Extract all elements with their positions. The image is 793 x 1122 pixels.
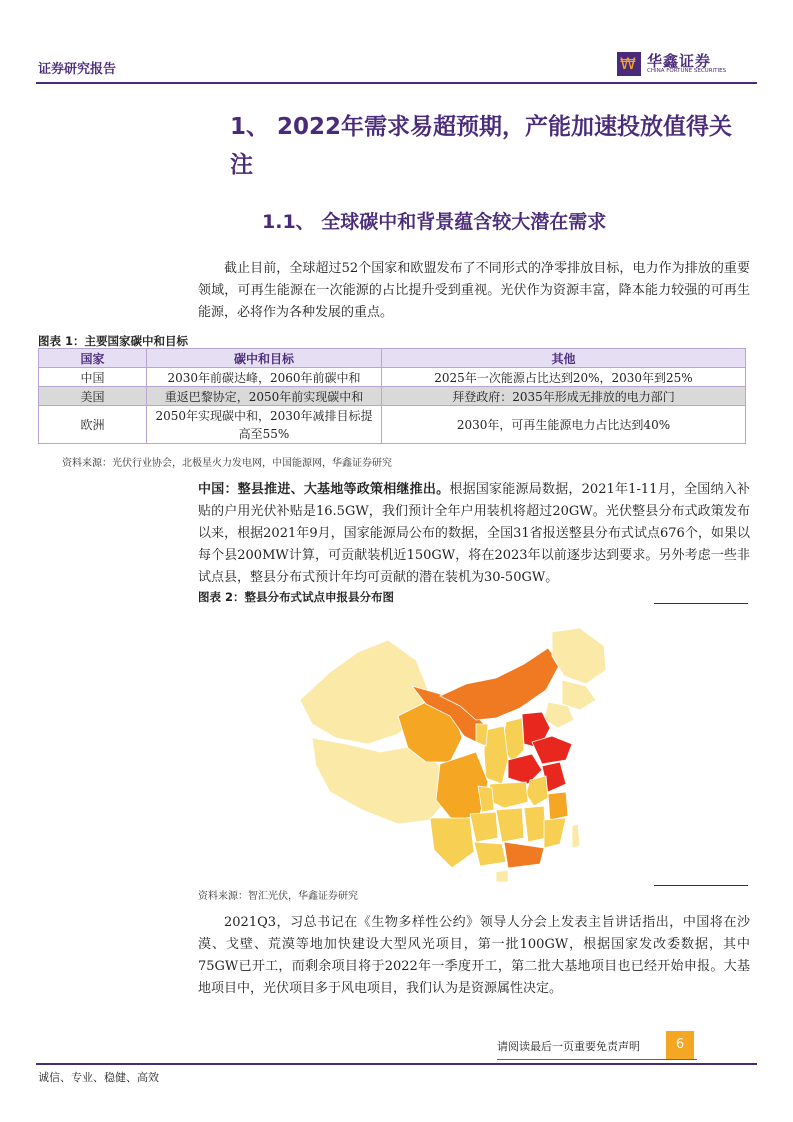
cell-country: 中国 xyxy=(39,368,147,387)
province-jiangxi xyxy=(524,806,546,842)
china-policy-lead: 中国：整县推进、大基地等政策相继推出。 xyxy=(198,482,450,497)
province-guangxi xyxy=(474,842,506,866)
logo-mark-icon: ₩ xyxy=(617,52,641,76)
china-policy-body: 根据国家能源局数据，2021年1-11月，全国纳入补贴的户用光伏补贴是16.5GW，我们预计全年户用装机将超过20GW。光伏整县分布式政策发布以来，根据2021年9月，国家能源局公布的数据，全国31省报送整县分布式试点676个，如果以每个县200MW计算，可贡献装机近150GW，将在2023年以前逐步达到要求。另外考虑一些非试点县，整县分布式预计年均可贡献的潜在装机为30-50GW。 xyxy=(198,482,750,585)
figure-top-rule xyxy=(654,603,748,604)
table-1-source: 资料来源：光伏行业协会，北极星火力发电网，中国能源网，华鑫证券研究 xyxy=(62,458,392,469)
base-project-paragraph: 2021Q3，习总书记在《生物多样性公约》领导人分会上发表主旨讲话指出，中国将在沙漠、戈壁、荒漠等地加快建设大型风光项目，第一批100GW，根据国家发改委数据，其中75GW已开工，而剩余项目将于2022年一季度开工，第二批大基地项目也已经开始申报。大基地项目中，光伏项目多于风电项目，我们认为是资源属性决定。 xyxy=(198,915,750,996)
page-number: 6 xyxy=(666,1031,694,1059)
table-row xyxy=(39,406,746,444)
logo-subtitle: CHINA FORTUNE SECURITIES xyxy=(647,68,727,74)
carbon-goals-table xyxy=(38,348,746,444)
table-header-row xyxy=(39,349,746,368)
province-guizhou xyxy=(470,812,498,842)
header-other: 其他 xyxy=(382,349,746,368)
cell-country: 美国 xyxy=(39,387,147,406)
disclaimer-underline xyxy=(497,1059,697,1060)
province-heilongjiang xyxy=(552,628,606,684)
header-divider xyxy=(36,82,757,84)
cell-goal: 2030年前碳达峰，2060年前碳中和 xyxy=(147,368,382,387)
intro-paragraph: 截止目前，全球超过52个国家和欧盟发布了不同形式的净零排放目标，电力作为排放的重要领域，可再生能源在一次能源的占比提升受到重视。光伏作为资源丰富，降本能力较强的可再生能源，必将作为各种发展的重点。 xyxy=(198,261,750,320)
company-motto: 诚信、专业、稳健、高效 xyxy=(38,1071,159,1084)
province-shaanxi xyxy=(484,726,508,784)
province-hainan xyxy=(496,870,508,882)
province-taiwan xyxy=(572,824,580,848)
cell-goal: 2050年实现碳中和，2030年减排目标提高至55% xyxy=(147,406,382,444)
cell-other: 2025年一次能源占比达到20%，2030年到25% xyxy=(382,368,746,387)
china-policy-paragraph xyxy=(198,479,750,589)
header-goal: 碳中和目标 xyxy=(147,349,382,368)
province-guangdong xyxy=(504,842,544,868)
province-shandong xyxy=(532,736,572,764)
province-yunnan xyxy=(430,818,474,868)
table-row xyxy=(39,387,746,406)
county-distribution-map xyxy=(290,612,630,884)
company-logo xyxy=(617,50,749,78)
province-hubei xyxy=(488,782,528,808)
subsection-heading: 1.1、 全球碳中和背景蕴含较大潜在需求 xyxy=(262,211,607,233)
disclaimer-link[interactable]: 请阅读最后一页重要免责声明 xyxy=(497,1040,640,1053)
footer-divider xyxy=(36,1063,757,1065)
cell-other: 拜登政府：2035年形成无排放的电力部门 xyxy=(382,387,746,406)
header-country: 国家 xyxy=(39,349,147,368)
cell-country: 欧洲 xyxy=(39,406,147,444)
province-hunan xyxy=(496,808,524,842)
china-map-svg xyxy=(290,612,630,884)
table-1-title: 图表 1：主要国家碳中和目标 xyxy=(38,334,189,348)
province-ningxia xyxy=(476,724,488,746)
figure-bottom-rule xyxy=(654,885,748,886)
cell-goal: 重返巴黎协定，2050年前实现碳中和 xyxy=(147,387,382,406)
logo-name: 华鑫证券 xyxy=(647,52,712,70)
table-row xyxy=(39,368,746,387)
figure-2-title: 图表 2：整县分布式试点申报县分布图 xyxy=(198,590,395,604)
section-heading: 1、 2022年需求易超预期，产能加速投放值得关注 xyxy=(230,114,733,178)
province-zhejiang xyxy=(548,792,568,820)
figure-2-source: 资料来源：智汇光伏，华鑫证券研究 xyxy=(198,891,358,902)
report-type-label: 证券研究报告 xyxy=(38,62,117,77)
province-fujian xyxy=(544,818,566,848)
cell-other: 2030年，可再生能源电力占比达到40% xyxy=(382,406,746,444)
